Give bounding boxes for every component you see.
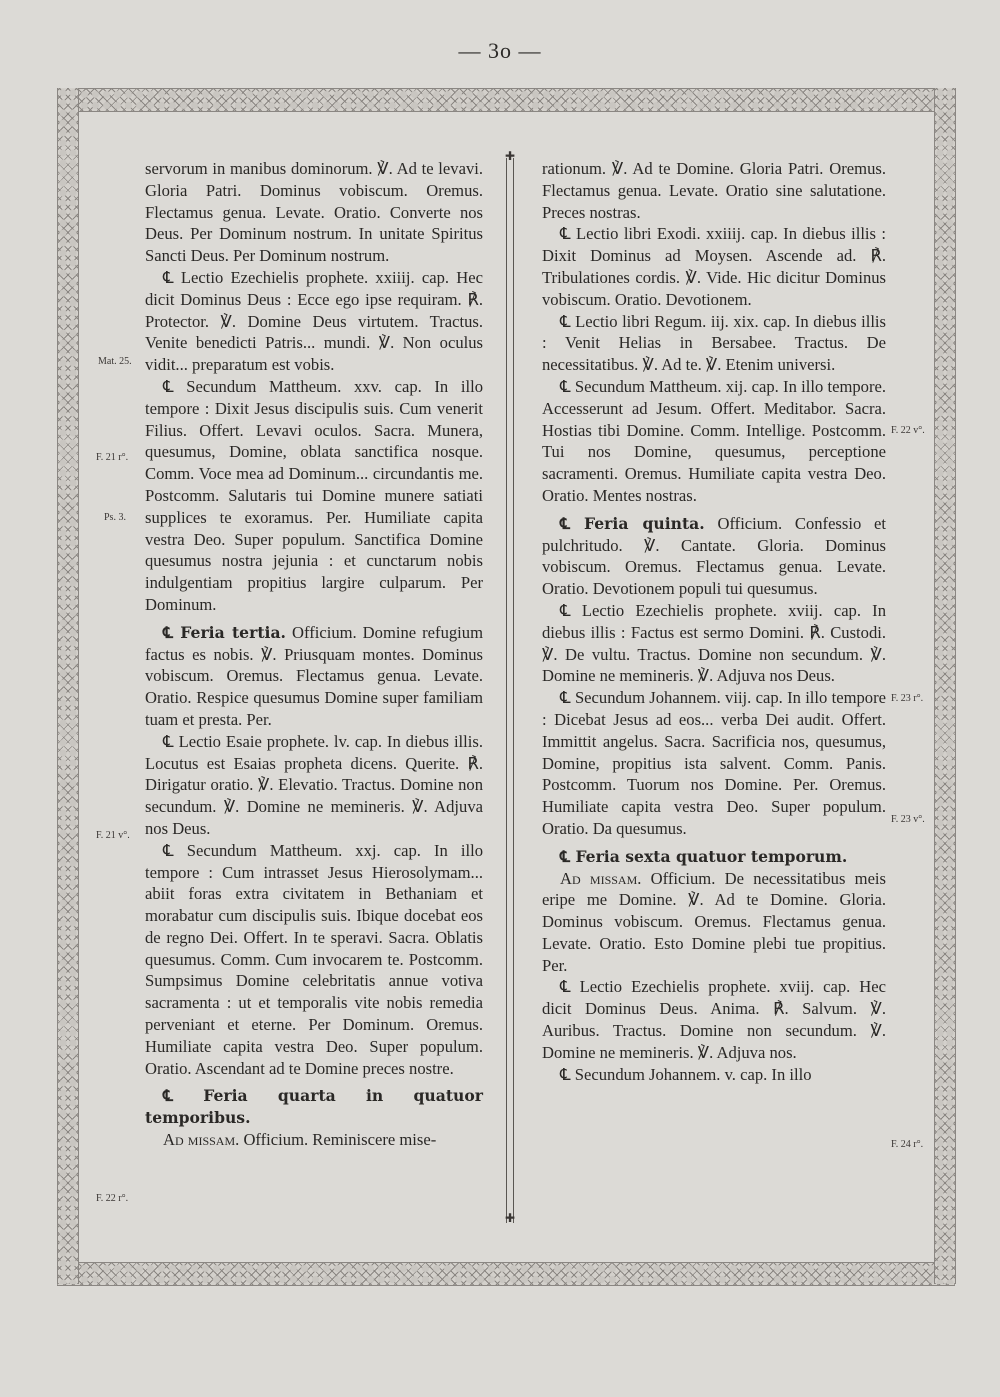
paragraph-text: Officium. Domine refugium factus es nobis. ℣. Priusquam montes. Dominus vobiscum. Oremus. Flectamus genua. Levate. Oratio. Respice quesumus Domine super familiam tuam et presta. Per.	[145, 622, 483, 729]
paragraph-feria-tertia	[145, 622, 483, 731]
decorative-border-left	[57, 88, 79, 1284]
paragraph: ℄ Secundum Mattheum. xij. cap. In illo tempore. Accesserunt ad Jesum. Offert. Meditabor. Sacra. Hostias tibi Domine. Comm. Intellige. Postcomm. Tui nos Domine, quesumus, perceptione sacramenti. Oremus. Humiliate capita vestra Deo. Oratio. Mentes nostras.	[542, 376, 886, 505]
paragraph: ℄ Secundum Mattheum. xxj. cap. In illo tempore : Cum intrasset Jesus Hierosolymam... abiit foras extra civitatem in Bethaniam et morabatur cum discipulis suis. Ibique docebat eos de regno Dei. Offert. In te speravi. Sacra. Oblatis quesumus. Comm. Cum invocarem te. Postcomm. Sumpsimus Domine celebritatis annue votiva sacramenta : ut et temporalis vite nobis remedia perveniant et eterne. Per Dominum. Oremus. Humiliate capita vestra Deo. Super populum. Oratio. Ascendant ad te Domine preces nostre.	[145, 840, 483, 1078]
margin-note: F. 22 r°.	[96, 1193, 129, 1204]
paragraph: ℄ Lectio Ezechielis prophete. xviij. cap. Hec dicit Dominus Deus. Anima. ℟. Salvum. ℣. Auribus. Tractus. Domine non secundum. ℣. Domine ne memineris. ℣. Adjuva nos.	[542, 977, 886, 1062]
divider-ornament-bottom: ✚	[504, 1211, 516, 1225]
page-number: — 3o —	[458, 38, 542, 63]
section-heading: ℄ Feria quinta.	[560, 513, 705, 533]
section-heading: ℄ Feria tertia.	[163, 622, 286, 642]
margin-note: Mat. 25.	[98, 356, 132, 367]
paragraph-text: Officium. Reminiscere mise-	[239, 1130, 437, 1150]
paragraph: ℄ Lectio Esaie prophete. lv. cap. In diebus illis. Locutus est Esaias propheta dicens. Querite. ℟. Dirigatur oratio. ℣. Elevatio. Tractus. Domine non secundum. ℣. Domine ne memineris. ℣. Adjuva nos Deus.	[145, 731, 483, 838]
margin-note: Ps. 3.	[104, 512, 126, 523]
paragraph	[542, 868, 886, 977]
paragraph-text: Officium. De necessitatibus meis eripe me Domine. ℣. Ad te Domine. Gloria. Dominus vobiscum. Oremus. Flectamus genua. Levate. Oratio. Esto Domine plebi tue propitius. Per.	[542, 868, 887, 975]
paragraph: ℄ Lectio libri Exodi. xxiiij. cap. In diebus illis : Dixit Dominus ad Moysen. Ascende ad. ℟. Tribulationes cordis. ℣. Vide. Hic dicitur Dominus vobiscum. Oratio. Devotionem.	[542, 224, 886, 309]
decorative-border-right	[934, 88, 956, 1284]
paragraph: ℄ Secundum Johannem. viij. cap. In illo tempore : Dicebat Jesus ad eos... verba Dei audit. Offert. Immittit angelus. Sacra. Sacrificia nos, quesumus, Domine, propitius ista salvent. Comm. Panis. Postcomm. Tuorum nos Domine. Per. Oremus. Humiliate capita vestra Deo. Super populum. Oratio. Da quesumus.	[542, 688, 886, 838]
paragraph: servorum in manibus dominorum. ℣. Ad te levavi. Gloria Patri. Dominus vobiscum. Oremus. Flectamus genua. Levate. Oratio. Converte nos Deus. Per Dominum nostrum. In unitate Spiritus Sancti Deus. Per Dominum nostrum.	[145, 159, 483, 266]
paragraph	[145, 1129, 483, 1151]
left-text-column	[145, 158, 483, 1151]
margin-note: F. 21 r°.	[96, 452, 129, 463]
margin-note: F. 24 r°.	[891, 1139, 924, 1150]
paragraph: ℄ Lectio libri Regum. iij. xix. cap. In diebus illis : Venit Helias in Bersabee. Tractus. De necessitatibus. ℣. Ad te. ℣. Etenim universi.	[542, 311, 886, 375]
small-caps-text: Ad missam.	[163, 1130, 240, 1150]
section-heading	[145, 1085, 483, 1129]
section-heading-text: ℄ Feria sexta quatuor temporum.	[560, 846, 848, 866]
paragraph-feria-quinta	[542, 513, 886, 600]
margin-note: F. 23 v°.	[891, 814, 925, 825]
paragraph: rationum. ℣. Ad te Domine. Gloria Patri. Oremus. Flectamus genua. Levate. Oratio sine salutatione. Preces nostras.	[542, 159, 886, 222]
paragraph: ℄ Secundum Mattheum. xxv. cap. In illo tempore : Dixit Jesus discipulis suis. Cum venerit Filius. Offert. Levavi oculos. Sacra. Munera, quesumus, Domine, oblata sanctifica nosque. Comm. Voce mea ad Dominum... circundantis me. Postcomm. Salutaris tui Domine munere satiati supplices te exoramus. Per. Humiliate capita vestra Deo. Super populum. Sanctifica Domine quesumus nostra jejunia : et cunctarum nobis indulgentiam propitius largire culparum. Per Dominum.	[145, 376, 483, 614]
decorative-border-top	[57, 88, 955, 112]
section-heading-text: ℄ Feria quarta in quatuor temporibus.	[145, 1086, 483, 1128]
column-divider	[506, 158, 514, 1223]
margin-note: F. 21 v°.	[96, 830, 130, 841]
margin-note: F. 22 v°.	[891, 425, 925, 436]
decorative-border-bottom	[57, 1262, 955, 1286]
paragraph: ℄ Secundum Johannem. v. cap. In illo	[560, 1064, 812, 1084]
divider-ornament-top: ✚	[504, 149, 516, 163]
margin-note: F. 23 r°.	[891, 693, 924, 704]
paragraph: ℄ Lectio Ezechielis prophete. xxiiij. cap. Hec dicit Dominus Deus : Ecce ego ipse requiram. ℟. Protector. ℣. Domine Deus virtutem. Tractus. Venite benedicti Patris... mundi. ℣. Non oculus vidit... preparatum est vobis.	[145, 267, 483, 375]
paragraph: ℄ Lectio Ezechielis prophete. xviij. cap. In diebus illis : Factus est sermo Domini. ℟. Custodi. ℣. De vultu. Tractus. Domine non secundum. ℣. Domine ne memineris. ℣. Adjuva nos Deus.	[542, 600, 886, 686]
small-caps-text: Ad missam.	[560, 868, 642, 888]
section-heading	[542, 846, 886, 868]
right-text-column	[542, 158, 886, 1085]
paragraph-text: Officium. Confessio et pulchritudo. ℣. Cantate. Gloria. Dominus vobiscum. Oremus. Flectamus genua. Levate. Oratio. Devotionem populi tui quesumus.	[542, 513, 886, 599]
